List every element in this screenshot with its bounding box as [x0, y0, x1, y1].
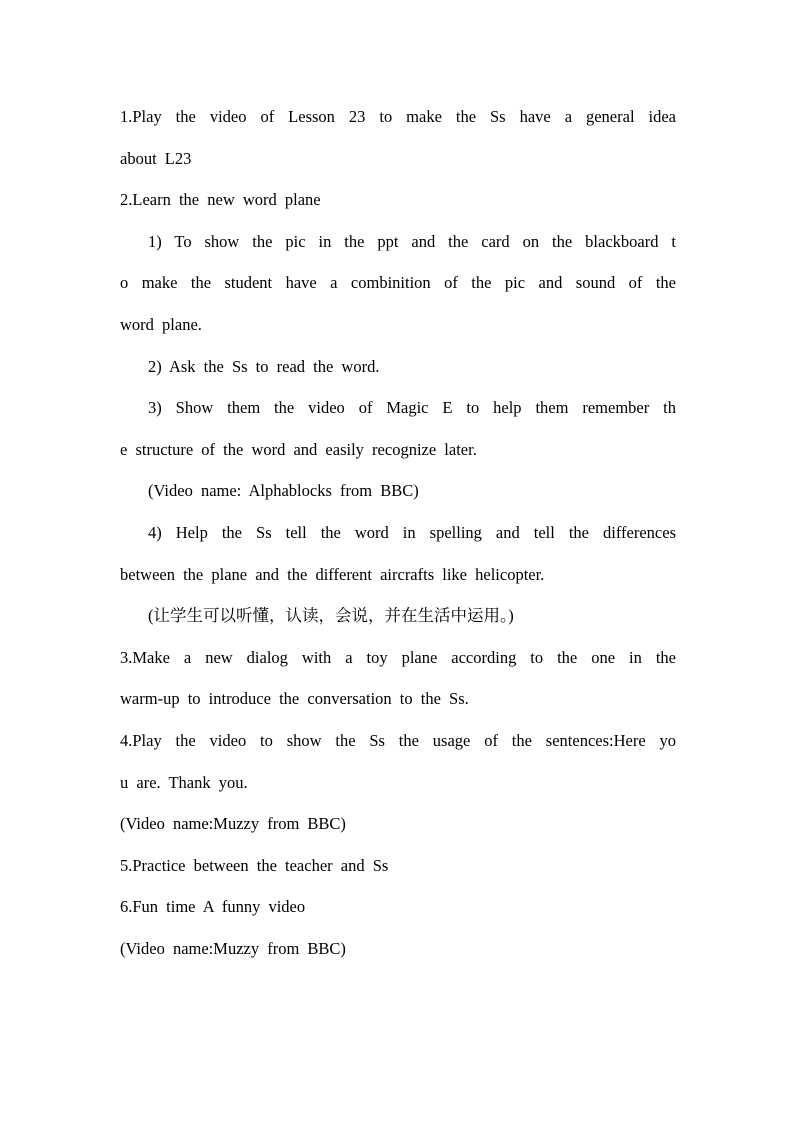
step-5: 5.Practice between the teacher and Ss — [120, 855, 389, 875]
step-2-substep-3-line-2: e structure of the word and easily recognize later. — [120, 439, 477, 459]
video-note-muzzy-2: (Video name:Muzzy from BBC) — [120, 938, 346, 958]
step-2-substep-4-line-2: between the plane and the different aircrafts like helicopter. — [120, 564, 545, 584]
lesson-steps-text — [120, 96, 676, 969]
step-1-line-1: 1.Play the video of Lesson 23 to make the Ss have a general idea — [120, 107, 676, 126]
step-3-line-2: warm-up to introduce the conversation to the Ss. — [120, 689, 469, 709]
step-2-substep-1-line-3: word plane. — [120, 314, 202, 334]
step-1-line-2: about L23 — [120, 148, 192, 168]
step-2-substep-4-line-1: 4) Help the Ss tell the word in spelling and tell the differences — [148, 522, 676, 542]
video-note-alphablocks: (Video name: Alphablocks from BBC) — [148, 481, 419, 501]
step-2-substep-1-line-2: o make the student have a combinition of the pic and sound of the — [120, 273, 676, 293]
step-2-heading: 2.Learn the new word plane — [120, 190, 321, 210]
step-2-substep-1-line-1: 1) To show the pic in the ppt and the card on the blackboard t — [148, 231, 676, 251]
step-6: 6.Fun time A funny video — [120, 897, 306, 917]
step-2-substep-3-line-1: 3) Show them the video of Magic E to help them remember th — [148, 398, 676, 418]
step-3-line-1: 3.Make a new dialog with a toy plane according to the one in the — [120, 647, 676, 667]
step-4-line-1: 4.Play the video to show the Ss the usage of the sentences:Here yo — [120, 730, 676, 750]
chinese-note: (让学生可以听懂，认读，会说，并在生活中运用。) — [148, 606, 514, 626]
video-note-muzzy-1: (Video name:Muzzy from BBC) — [120, 814, 346, 834]
step-4-line-2: u are. Thank you. — [120, 772, 248, 792]
step-2-substep-2: 2) Ask the Ss to read the word. — [148, 356, 380, 376]
